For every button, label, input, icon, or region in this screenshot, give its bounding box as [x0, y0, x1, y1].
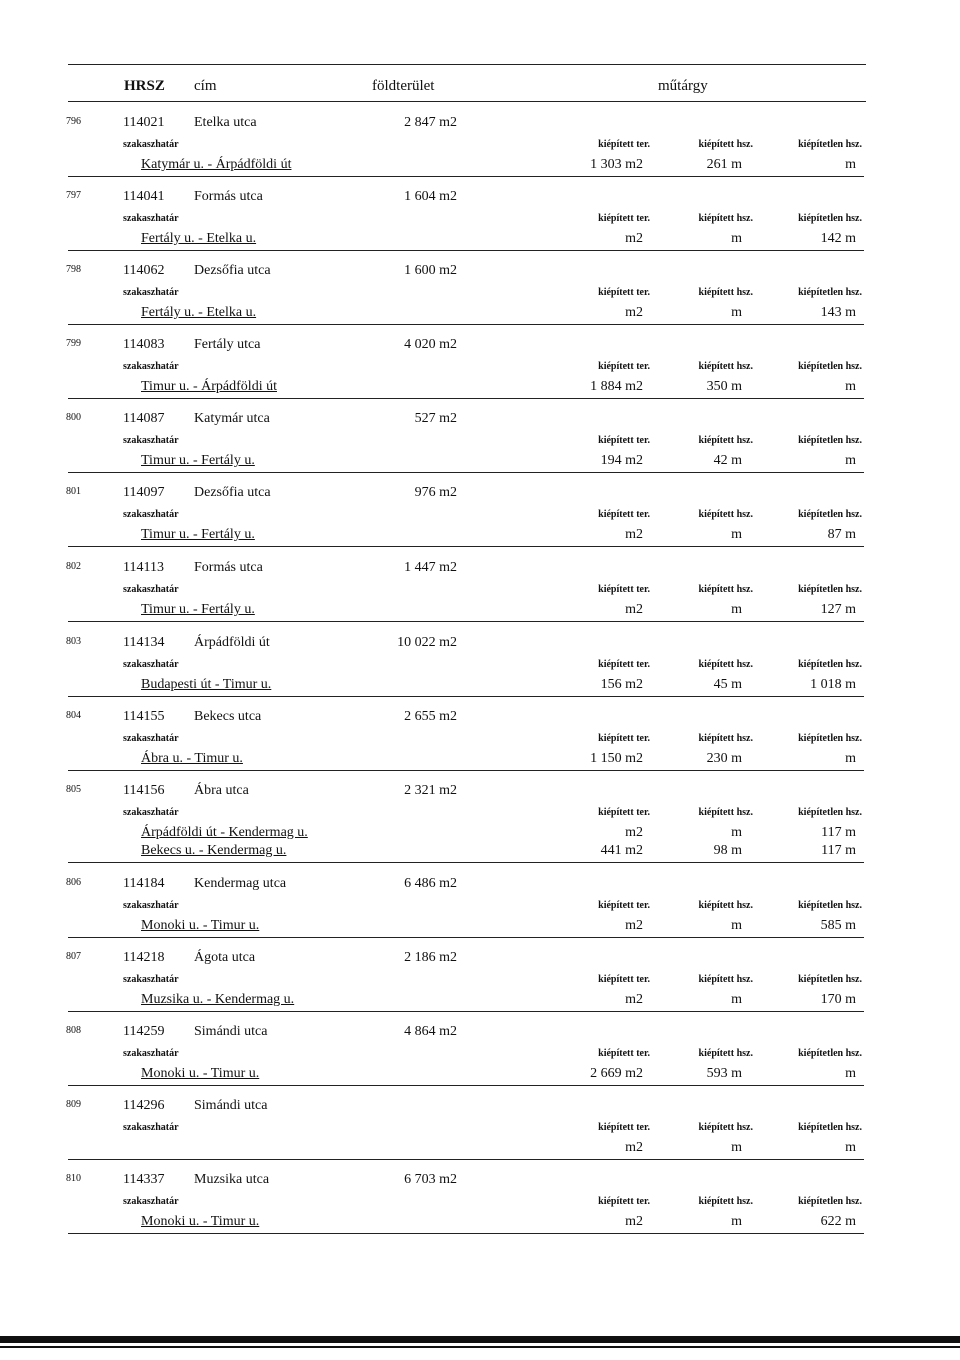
entry-number: 799	[66, 338, 81, 349]
segment-name: Monoki u. - Timur u.	[141, 918, 260, 933]
entry-number: 804	[66, 710, 81, 721]
built-area-label: kiépített ter.	[598, 1122, 650, 1133]
segment-name: Timur u. - Fertály u.	[141, 602, 255, 617]
entry-separator	[68, 472, 864, 473]
entry-separator	[68, 398, 864, 399]
entry-area: 1 447 m2	[404, 560, 457, 575]
unbuilt-length-value: m	[845, 1140, 856, 1155]
segment-name: Muzsika u. - Kendermag u.	[141, 992, 295, 1007]
built-length-label: kiépített hsz.	[698, 139, 753, 150]
unbuilt-length-value: 585 m	[820, 918, 856, 933]
entry-area: 6 486 m2	[404, 876, 457, 891]
built-length-label: kiépített hsz.	[698, 1122, 753, 1133]
built-length-label: kiépített hsz.	[698, 435, 753, 446]
section-label: szakaszhatár	[123, 287, 179, 298]
entry-number: 803	[66, 636, 81, 647]
segment-name: Katymár u. - Árpádföldi út	[141, 157, 292, 172]
entry-separator	[68, 1159, 864, 1160]
built-length-value: m	[731, 305, 742, 320]
unbuilt-length-label: kiépítetlen hsz.	[798, 213, 862, 224]
built-area-value: m2	[625, 1214, 643, 1229]
segment-name: Timur u. - Árpádföldi út	[141, 379, 277, 394]
segment-name: Ábra u. - Timur u.	[141, 751, 243, 766]
entry-hrsz: 114041	[123, 189, 165, 204]
unbuilt-length-value: 143 m	[820, 305, 856, 320]
built-area-value: 1 303 m2	[590, 157, 643, 172]
entry-street: Formás utca	[194, 189, 263, 204]
entry-hrsz: 114155	[123, 709, 165, 724]
built-area-label: kiépített ter.	[598, 1196, 650, 1207]
header-foldterulet: földterület	[372, 78, 435, 94]
entry-hrsz: 114218	[123, 950, 165, 965]
entry-hrsz: 114087	[123, 411, 165, 426]
built-length-label: kiépített hsz.	[698, 733, 753, 744]
entry-hrsz: 114097	[123, 485, 165, 500]
built-length-label: kiépített hsz.	[698, 659, 753, 670]
entry-area: 4 020 m2	[404, 337, 457, 352]
header-mutargy: műtárgy	[658, 78, 708, 94]
unbuilt-length-value: 170 m	[820, 992, 856, 1007]
entry-hrsz: 114083	[123, 337, 165, 352]
unbuilt-length-label: kiépítetlen hsz.	[798, 733, 862, 744]
entry-number: 808	[66, 1025, 81, 1036]
unbuilt-length-value: m	[845, 379, 856, 394]
segment-name: Monoki u. - Timur u.	[141, 1214, 260, 1229]
entry-street: Simándi utca	[194, 1024, 268, 1039]
built-area-label: kiépített ter.	[598, 807, 650, 818]
section-label: szakaszhatár	[123, 139, 179, 150]
header-rule	[68, 101, 866, 102]
built-length-label: kiépített hsz.	[698, 213, 753, 224]
section-label: szakaszhatár	[123, 435, 179, 446]
entry-street: Kendermag utca	[194, 876, 287, 891]
unbuilt-length-value: 87 m	[827, 527, 856, 542]
entry-hrsz: 114337	[123, 1172, 165, 1187]
segment-name: Árpádföldi út - Kendermag u.	[141, 825, 308, 840]
entry-hrsz: 114296	[123, 1098, 165, 1113]
unbuilt-length-label: kiépítetlen hsz.	[798, 509, 862, 520]
entry-street: Bekecs utca	[194, 709, 262, 724]
built-length-value: m	[731, 992, 742, 1007]
section-label: szakaszhatár	[123, 900, 179, 911]
unbuilt-length-label: kiépítetlen hsz.	[798, 1196, 862, 1207]
built-length-value: m	[731, 602, 742, 617]
section-label: szakaszhatár	[123, 213, 179, 224]
built-length-label: kiépített hsz.	[698, 900, 753, 911]
entry-separator	[68, 1011, 864, 1012]
entry-hrsz: 114062	[123, 263, 165, 278]
built-area-label: kiépített ter.	[598, 900, 650, 911]
entry-separator	[68, 250, 864, 251]
entry-separator	[68, 696, 864, 697]
built-area-label: kiépített ter.	[598, 974, 650, 985]
entry-separator	[68, 621, 864, 622]
unbuilt-length-value: 117 m	[821, 825, 856, 840]
built-length-label: kiépített hsz.	[698, 509, 753, 520]
entry-street: Etelka utca	[194, 115, 257, 130]
unbuilt-length-value: 1 018 m	[810, 677, 856, 692]
built-area-label: kiépített ter.	[598, 139, 650, 150]
built-length-value: m	[731, 527, 742, 542]
built-area-label: kiépített ter.	[598, 213, 650, 224]
unbuilt-length-value: m	[845, 157, 856, 172]
entry-separator	[68, 324, 864, 325]
entry-number: 798	[66, 264, 81, 275]
built-length-value: m	[731, 231, 742, 246]
built-area-value: m2	[625, 825, 643, 840]
entry-street: Formás utca	[194, 560, 263, 575]
built-area-label: kiépített ter.	[598, 584, 650, 595]
entry-street: Árpádföldi út	[194, 635, 270, 650]
entry-area: 10 022 m2	[397, 635, 457, 650]
entry-number: 796	[66, 116, 81, 127]
built-length-value: 42 m	[713, 453, 742, 468]
unbuilt-length-label: kiépítetlen hsz.	[798, 1122, 862, 1133]
entry-separator	[68, 1085, 864, 1086]
entry-hrsz: 114156	[123, 783, 165, 798]
entry-separator	[68, 770, 864, 771]
entry-number: 806	[66, 877, 81, 888]
built-length-value: m	[731, 1214, 742, 1229]
unbuilt-length-label: kiépítetlen hsz.	[798, 807, 862, 818]
section-label: szakaszhatár	[123, 584, 179, 595]
entry-area: 976 m2	[414, 485, 457, 500]
entry-area: 2 321 m2	[404, 783, 457, 798]
unbuilt-length-value: m	[845, 1066, 856, 1081]
built-area-value: 156 m2	[600, 677, 643, 692]
section-label: szakaszhatár	[123, 509, 179, 520]
segment-name: Bekecs u. - Kendermag u.	[141, 843, 287, 858]
header-hrsz: HRSZ	[124, 78, 165, 94]
entry-area: 1 600 m2	[404, 263, 457, 278]
footer-bar	[0, 1336, 960, 1343]
built-area-value: 441 m2	[600, 843, 643, 858]
built-area-value: m2	[625, 602, 643, 617]
entry-area: 2 847 m2	[404, 115, 457, 130]
entry-street: Dezsőfia utca	[194, 485, 271, 500]
built-area-value: 194 m2	[600, 453, 643, 468]
built-area-value: 2 669 m2	[590, 1066, 643, 1081]
unbuilt-length-label: kiépítetlen hsz.	[798, 900, 862, 911]
built-length-value: m	[731, 1140, 742, 1155]
unbuilt-length-value: 142 m	[820, 231, 856, 246]
header-cim: cím	[194, 78, 217, 94]
built-area-value: m2	[625, 527, 643, 542]
entry-area: 4 864 m2	[404, 1024, 457, 1039]
built-area-value: 1 150 m2	[590, 751, 643, 766]
built-length-label: kiépített hsz.	[698, 1196, 753, 1207]
entry-number: 807	[66, 951, 81, 962]
section-label: szakaszhatár	[123, 1048, 179, 1059]
entry-number: 802	[66, 561, 81, 572]
entry-area: 2 655 m2	[404, 709, 457, 724]
built-area-label: kiépített ter.	[598, 435, 650, 446]
built-length-label: kiépített hsz.	[698, 287, 753, 298]
entry-separator	[68, 862, 864, 863]
segment-name: Fertály u. - Etelka u.	[141, 231, 257, 246]
unbuilt-length-label: kiépítetlen hsz.	[798, 361, 862, 372]
built-area-value: m2	[625, 918, 643, 933]
top-rule	[68, 64, 866, 65]
segment-name: Fertály u. - Etelka u.	[141, 305, 257, 320]
entry-separator	[68, 937, 864, 938]
entry-hrsz: 114021	[123, 115, 165, 130]
segment-name: Budapesti út - Timur u.	[141, 677, 272, 692]
built-area-value: m2	[625, 305, 643, 320]
built-area-value: m2	[625, 992, 643, 1007]
entry-number: 797	[66, 190, 81, 201]
entry-hrsz: 114184	[123, 876, 165, 891]
entry-number: 800	[66, 412, 81, 423]
segment-name: Timur u. - Fertály u.	[141, 453, 255, 468]
entry-number: 801	[66, 486, 81, 497]
built-length-label: kiépített hsz.	[698, 361, 753, 372]
entry-area: 527 m2	[414, 411, 457, 426]
section-label: szakaszhatár	[123, 974, 179, 985]
section-label: szakaszhatár	[123, 1196, 179, 1207]
unbuilt-length-value: 117 m	[821, 843, 856, 858]
built-length-label: kiépített hsz.	[698, 807, 753, 818]
entry-street: Simándi utca	[194, 1098, 268, 1113]
entry-street: Dezsőfia utca	[194, 263, 271, 278]
built-length-value: 98 m	[713, 843, 742, 858]
entry-hrsz: 114259	[123, 1024, 165, 1039]
section-label: szakaszhatár	[123, 1122, 179, 1133]
unbuilt-length-label: kiépítetlen hsz.	[798, 287, 862, 298]
entry-separator	[68, 546, 864, 547]
entry-street: Katymár utca	[194, 411, 270, 426]
unbuilt-length-value: 127 m	[820, 602, 856, 617]
unbuilt-length-label: kiépítetlen hsz.	[798, 435, 862, 446]
section-label: szakaszhatár	[123, 659, 179, 670]
segment-name: Monoki u. - Timur u.	[141, 1066, 260, 1081]
built-length-value: 593 m	[706, 1066, 742, 1081]
built-length-value: 45 m	[713, 677, 742, 692]
built-area-label: kiépített ter.	[598, 659, 650, 670]
built-area-value: m2	[625, 1140, 643, 1155]
built-length-label: kiépített hsz.	[698, 974, 753, 985]
unbuilt-length-label: kiépítetlen hsz.	[798, 584, 862, 595]
built-area-label: kiépített ter.	[598, 287, 650, 298]
entry-area: 2 186 m2	[404, 950, 457, 965]
entry-area: 6 703 m2	[404, 1172, 457, 1187]
built-length-label: kiépített hsz.	[698, 584, 753, 595]
unbuilt-length-value: 622 m	[820, 1214, 856, 1229]
entry-street: Ágota utca	[194, 950, 256, 965]
entry-number: 805	[66, 784, 81, 795]
unbuilt-length-value: m	[845, 751, 856, 766]
unbuilt-length-label: kiépítetlen hsz.	[798, 974, 862, 985]
built-length-value: m	[731, 825, 742, 840]
entry-area: 1 604 m2	[404, 189, 457, 204]
footer-bar-thin	[0, 1346, 960, 1348]
built-area-value: 1 884 m2	[590, 379, 643, 394]
entry-street: Fertály utca	[194, 337, 261, 352]
built-area-label: kiépített ter.	[598, 509, 650, 520]
section-label: szakaszhatár	[123, 807, 179, 818]
entry-street: Muzsika utca	[194, 1172, 270, 1187]
built-length-value: m	[731, 918, 742, 933]
entry-hrsz: 114134	[123, 635, 165, 650]
entry-separator	[68, 1233, 864, 1234]
built-area-label: kiépített ter.	[598, 733, 650, 744]
built-length-value: 350 m	[706, 379, 742, 394]
built-length-value: 230 m	[706, 751, 742, 766]
section-label: szakaszhatár	[123, 733, 179, 744]
entry-street: Ábra utca	[194, 783, 249, 798]
built-length-label: kiépített hsz.	[698, 1048, 753, 1059]
entry-hrsz: 114113	[123, 560, 164, 575]
segment-name: Timur u. - Fertály u.	[141, 527, 255, 542]
built-length-value: 261 m	[706, 157, 742, 172]
unbuilt-length-label: kiépítetlen hsz.	[798, 139, 862, 150]
entry-separator	[68, 176, 864, 177]
unbuilt-length-label: kiépítetlen hsz.	[798, 659, 862, 670]
entry-number: 809	[66, 1099, 81, 1110]
built-area-value: m2	[625, 231, 643, 246]
unbuilt-length-value: m	[845, 453, 856, 468]
built-area-label: kiépített ter.	[598, 1048, 650, 1059]
unbuilt-length-label: kiépítetlen hsz.	[798, 1048, 862, 1059]
section-label: szakaszhatár	[123, 361, 179, 372]
built-area-label: kiépített ter.	[598, 361, 650, 372]
entry-number: 810	[66, 1173, 81, 1184]
